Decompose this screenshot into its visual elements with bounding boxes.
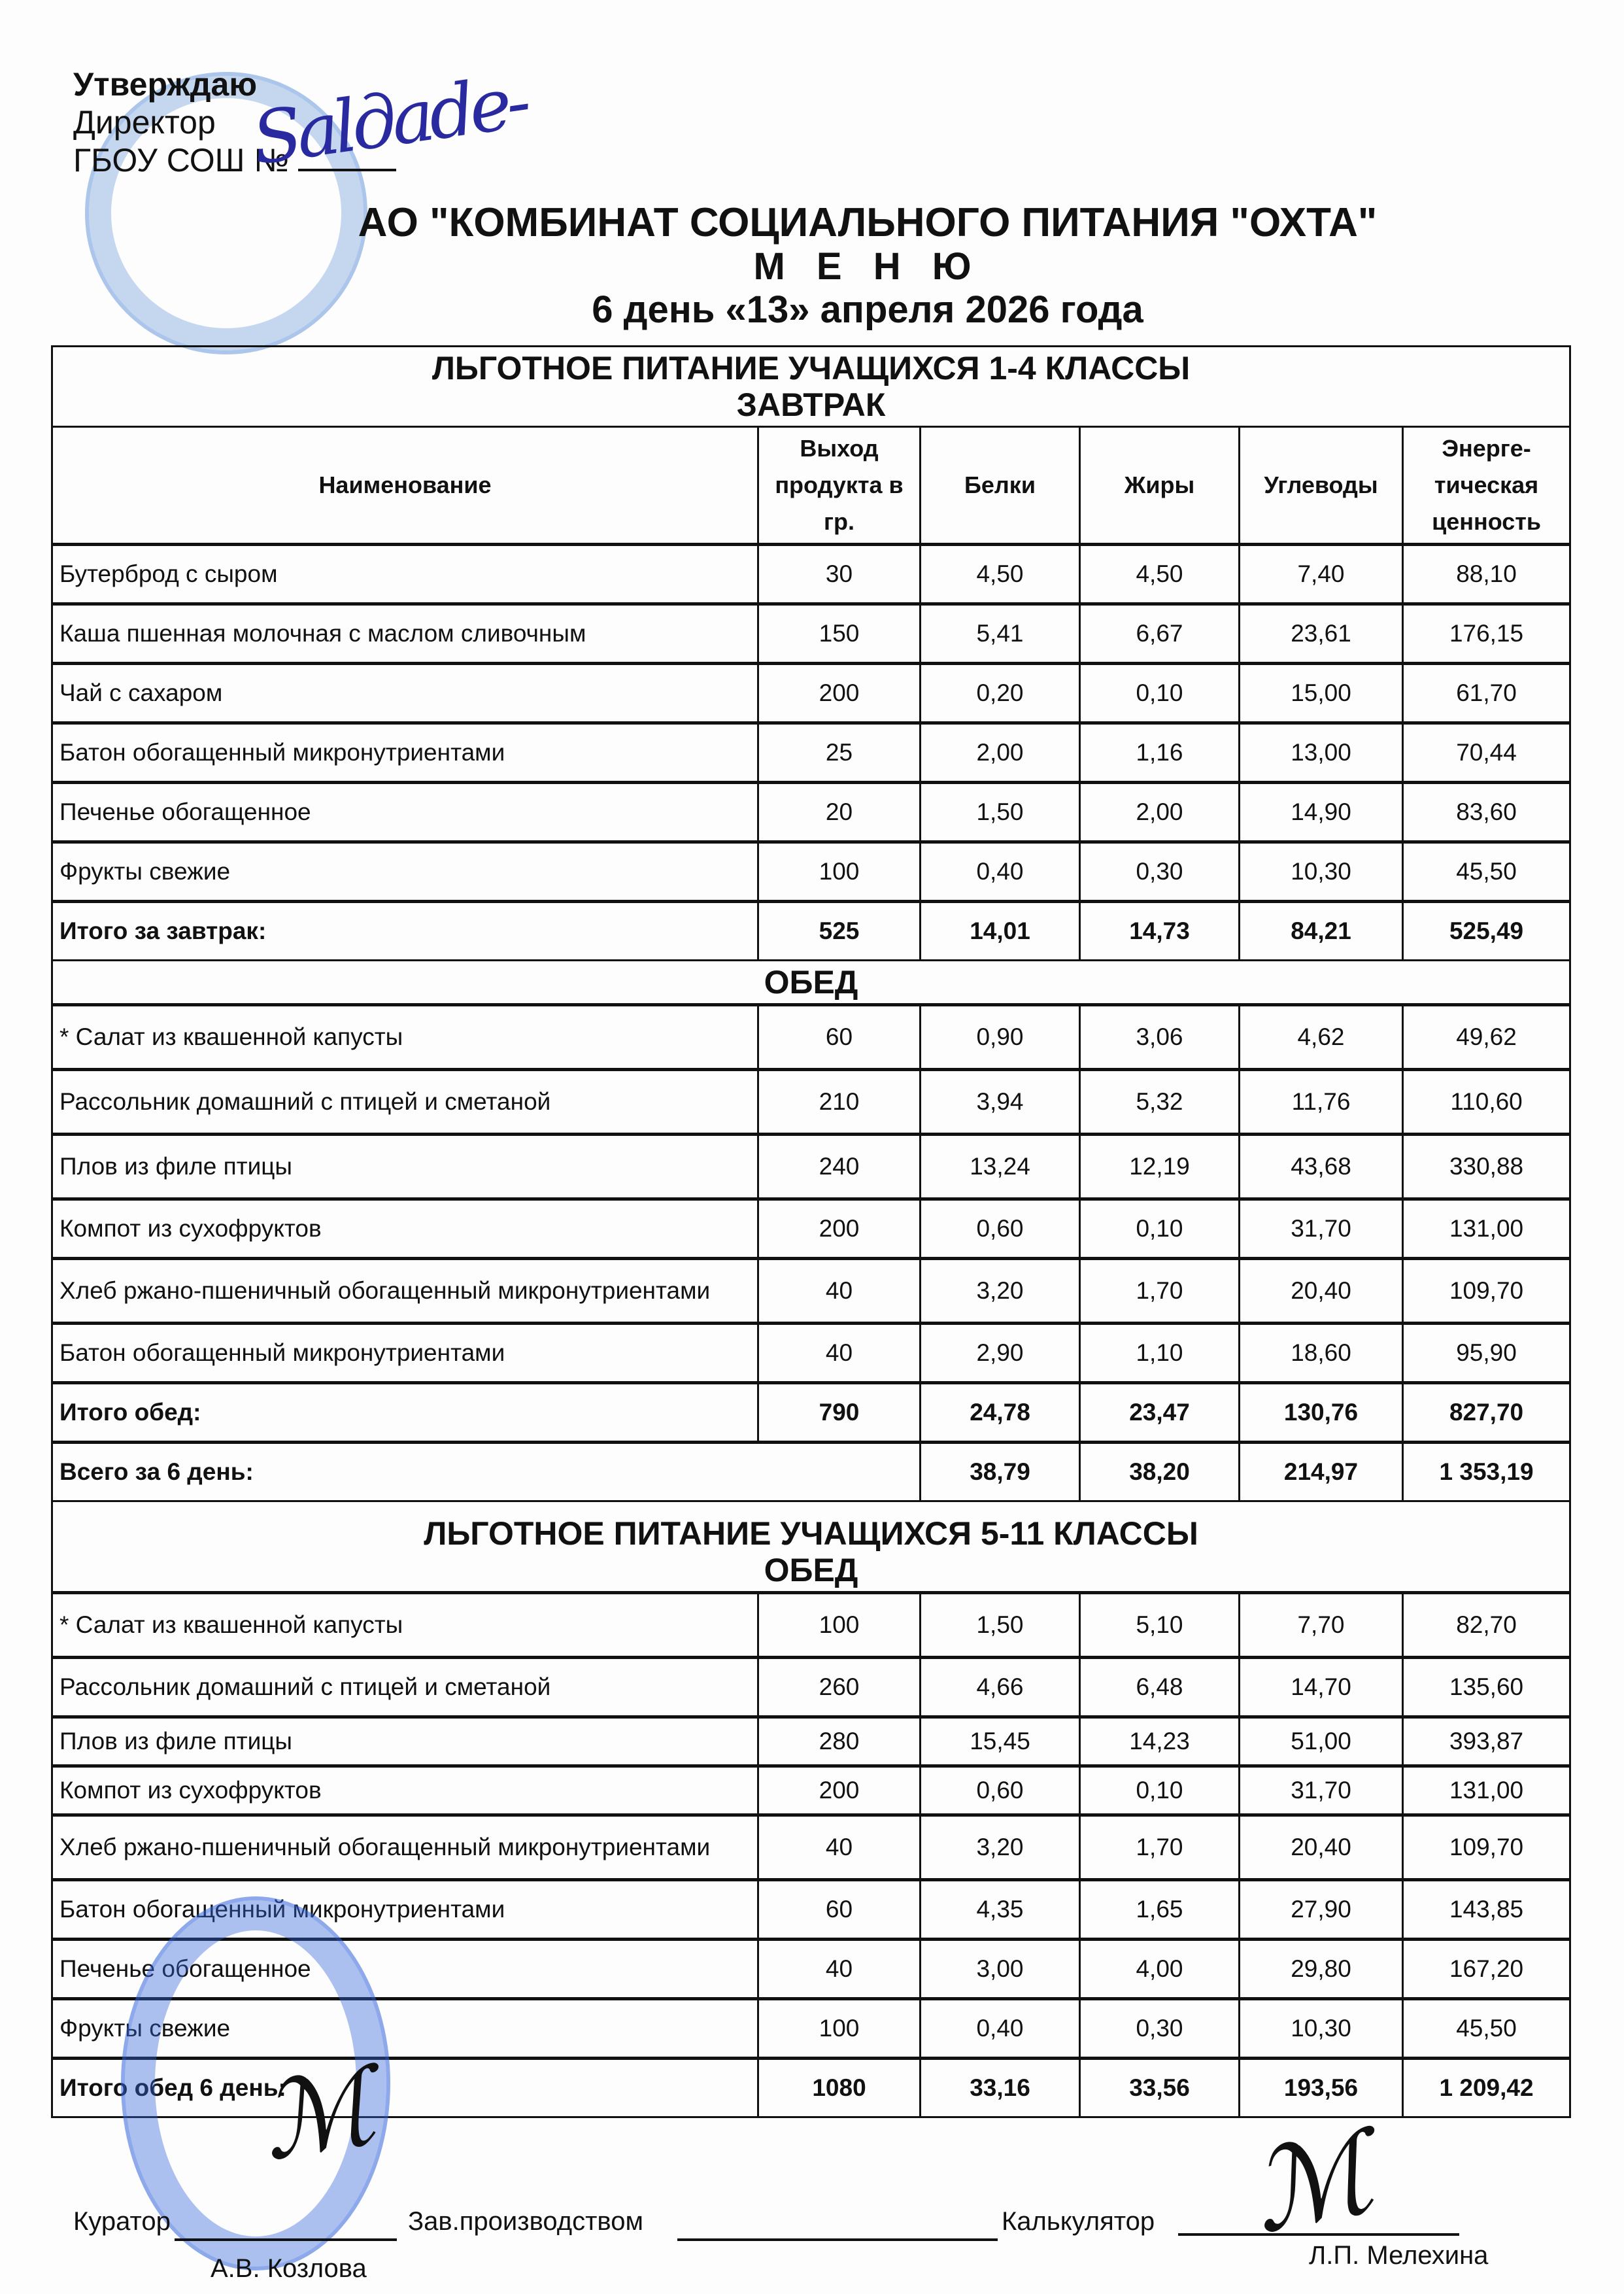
dish-name: Хлеб ржано-пшеничный обогащенный микронутриентами [52, 1815, 758, 1880]
dish-output: 260 [758, 1658, 921, 1717]
dish-output: 200 [758, 664, 921, 723]
col-protein: Белки [921, 427, 1080, 545]
dish-protein: 0,60 [921, 1766, 1080, 1815]
production-label: Зав.производством [408, 2207, 643, 2236]
total-output: 790 [758, 1383, 921, 1443]
dish-fat: 6,67 [1080, 604, 1240, 664]
table-row [52, 1593, 1570, 1658]
dish-name: Фрукты свежие [52, 1999, 758, 2059]
dish-name: Компот из сухофруктов [52, 1199, 758, 1259]
dish-output: 60 [758, 1880, 921, 1940]
dish-carbs: 27,90 [1240, 1880, 1403, 1940]
total-carbs: 193,56 [1240, 2059, 1403, 2117]
breakfast-total-row [52, 902, 1570, 961]
dish-name: Плов из филе птицы [52, 1717, 758, 1766]
dish-energy: 393,87 [1403, 1717, 1570, 1766]
dish-fat: 0,10 [1080, 1199, 1240, 1259]
dish-energy: 88,10 [1403, 545, 1570, 604]
dish-fat: 5,10 [1080, 1593, 1240, 1658]
dish-name: Рассольник домашний с птицей и сметаной [52, 1070, 758, 1135]
meal-title-lunch: ОБЕД [764, 1552, 858, 1588]
dish-fat: 0,30 [1080, 842, 1240, 902]
dish-name: Чай с сахаром [52, 664, 758, 723]
dish-output: 40 [758, 1815, 921, 1880]
organization-title: АО "КОМБИНАТ СОЦИАЛЬНОГО ПИТАНИЯ "ОХТА" [358, 200, 1378, 245]
dish-output: 40 [758, 1259, 921, 1324]
col-fat: Жиры [1080, 427, 1240, 545]
dish-fat: 1,10 [1080, 1324, 1240, 1383]
dish-energy: 131,00 [1403, 1199, 1570, 1259]
col-name: Наименование [52, 427, 758, 545]
curator-signature-line [175, 2212, 397, 2241]
total-output: 1080 [758, 2059, 921, 2117]
day-total-fat: 38,20 [1080, 1443, 1240, 1501]
dish-output: 40 [758, 1324, 921, 1383]
column-headers [52, 427, 1570, 545]
table-row [52, 842, 1570, 902]
section-header-grades-1-4 [52, 347, 1570, 427]
meal-title-lunch: ОБЕД [52, 961, 1570, 1005]
dish-fat: 4,50 [1080, 545, 1240, 604]
dish-output: 200 [758, 1199, 921, 1259]
menu-table [51, 345, 1571, 2118]
day-total-label: Всего за 6 день: [52, 1443, 921, 1501]
dish-protein: 13,24 [921, 1135, 1080, 1199]
meal-title-breakfast: ЗАВТРАК [736, 386, 886, 423]
dish-name: Рассольник домашний с птицей и сметаной [52, 1658, 758, 1717]
total-fat: 14,73 [1080, 902, 1240, 961]
dish-name: Хлеб ржано-пшеничный обогащенный микронутриентами [52, 1259, 758, 1324]
dish-carbs: 14,90 [1240, 783, 1403, 842]
total-fat: 23,47 [1080, 1383, 1240, 1443]
dish-carbs: 43,68 [1240, 1135, 1403, 1199]
dish-carbs: 51,00 [1240, 1717, 1403, 1766]
dish-carbs: 4,62 [1240, 1005, 1403, 1070]
dish-protein: 4,50 [921, 545, 1080, 604]
dish-energy: 70,44 [1403, 723, 1570, 783]
dish-name: Батон обогащенный микронутриентами [52, 723, 758, 783]
table-row [52, 723, 1570, 783]
table-row [52, 1717, 1570, 1766]
dish-fat: 6,48 [1080, 1658, 1240, 1717]
dish-fat: 1,65 [1080, 1880, 1240, 1940]
dish-fat: 1,70 [1080, 1259, 1240, 1324]
dish-output: 210 [758, 1070, 921, 1135]
total-label: Итого за завтрак: [52, 902, 758, 961]
dish-energy: 95,90 [1403, 1324, 1570, 1383]
dish-energy: 330,88 [1403, 1135, 1570, 1199]
dish-protein: 2,90 [921, 1324, 1080, 1383]
dish-fat: 5,32 [1080, 1070, 1240, 1135]
dish-carbs: 10,30 [1240, 842, 1403, 902]
dish-output: 40 [758, 1940, 921, 1999]
calculator-name: Л.П. Мелехина [1309, 2241, 1489, 2270]
col-carbs: Углеводы [1240, 427, 1403, 545]
dish-protein: 2,00 [921, 723, 1080, 783]
section-header-grades-5-11 [52, 1501, 1570, 1593]
date-line: 6 день «13» апреля 2026 года [592, 288, 1143, 331]
dish-carbs: 13,00 [1240, 723, 1403, 783]
dish-protein: 4,35 [921, 1880, 1080, 1940]
lunch-total-row [52, 1383, 1570, 1443]
table-row [52, 1070, 1570, 1135]
dish-energy: 143,85 [1403, 1880, 1570, 1940]
dish-energy: 176,15 [1403, 604, 1570, 664]
dish-protein: 0,60 [921, 1199, 1080, 1259]
table-row [52, 1199, 1570, 1259]
dish-energy: 167,20 [1403, 1940, 1570, 1999]
dish-protein: 0,40 [921, 1999, 1080, 2059]
day-total-row [52, 1443, 1570, 1501]
table-row [52, 664, 1570, 723]
table-row [52, 1766, 1570, 1815]
col-energy: Энерге-тическая ценность [1403, 427, 1570, 545]
dish-carbs: 10,30 [1240, 1999, 1403, 2059]
dish-output: 200 [758, 1766, 921, 1815]
day-total-carbs: 214,97 [1240, 1443, 1403, 1501]
dish-carbs: 20,40 [1240, 1815, 1403, 1880]
total-label: Итого обед 6 день: [52, 2059, 758, 2117]
dish-name: Плов из филе птицы [52, 1135, 758, 1199]
dish-energy: 83,60 [1403, 783, 1570, 842]
dish-output: 280 [758, 1717, 921, 1766]
total-energy: 827,70 [1403, 1383, 1570, 1443]
total-protein: 24,78 [921, 1383, 1080, 1443]
dish-fat: 12,19 [1080, 1135, 1240, 1199]
table-row [52, 1005, 1570, 1070]
dish-carbs: 7,40 [1240, 545, 1403, 604]
table-row [52, 1259, 1570, 1324]
dish-fat: 4,00 [1080, 1940, 1240, 1999]
dish-output: 100 [758, 1999, 921, 2059]
dish-energy: 45,50 [1403, 1999, 1570, 2059]
calculator-signature: ℳ [1240, 2108, 1383, 2259]
dish-name: * Салат из квашенной капусты [52, 1593, 758, 1658]
day-total-energy: 1 353,19 [1403, 1443, 1570, 1501]
calculator-label: Калькулятор [1002, 2207, 1155, 2236]
total-carbs: 130,76 [1240, 1383, 1403, 1443]
dish-protein: 0,90 [921, 1005, 1080, 1070]
dish-name: Бутерброд с сыром [52, 545, 758, 604]
dish-carbs: 20,40 [1240, 1259, 1403, 1324]
approval-position: Директор [73, 104, 216, 141]
col-output: Выход продукта в гр. [758, 427, 921, 545]
dish-name: Фрукты свежие [52, 842, 758, 902]
dish-output: 240 [758, 1135, 921, 1199]
day-total-protein: 38,79 [921, 1443, 1080, 1501]
table-row [52, 783, 1570, 842]
dish-name: Компот из сухофруктов [52, 1766, 758, 1815]
curator-name: А.В. Козлова [211, 2254, 367, 2283]
section-title: ЛЬГОТНОЕ ПИТАНИЕ УЧАЩИХСЯ 1-4 КЛАССЫ [431, 350, 1191, 386]
dish-fat: 1,70 [1080, 1815, 1240, 1880]
dish-carbs: 15,00 [1240, 664, 1403, 723]
dish-fat: 14,23 [1080, 1717, 1240, 1766]
dish-name: Печенье обогащенное [52, 1940, 758, 1999]
table-row [52, 1135, 1570, 1199]
total-label: Итого обед: [52, 1383, 758, 1443]
dish-fat: 0,10 [1080, 1766, 1240, 1815]
dish-fat: 1,16 [1080, 723, 1240, 783]
production-signature-line [677, 2212, 998, 2241]
dish-name: Батон обогащенный микронутриентами [52, 1324, 758, 1383]
dish-energy: 49,62 [1403, 1005, 1570, 1070]
dish-protein: 3,00 [921, 1940, 1080, 1999]
dish-fat: 0,10 [1080, 664, 1240, 723]
section-title: ЛЬГОТНОЕ ПИТАНИЕ УЧАЩИХСЯ 5-11 КЛАССЫ [424, 1515, 1198, 1552]
dish-fat: 2,00 [1080, 783, 1240, 842]
dish-output: 100 [758, 842, 921, 902]
dish-output: 20 [758, 783, 921, 842]
total-fat: 33,56 [1080, 2059, 1240, 2117]
dish-energy: 82,70 [1403, 1593, 1570, 1658]
dish-output: 60 [758, 1005, 921, 1070]
dish-output: 150 [758, 604, 921, 664]
table-row [52, 545, 1570, 604]
dish-energy: 109,70 [1403, 1259, 1570, 1324]
director-signature: Ѕаlдаde- [247, 60, 531, 181]
dish-protein: 3,94 [921, 1070, 1080, 1135]
dish-carbs: 11,76 [1240, 1070, 1403, 1135]
total-protein: 14,01 [921, 902, 1080, 961]
approval-school-label: ГБОУ СОШ № [73, 142, 290, 179]
total-output: 525 [758, 902, 921, 961]
dish-carbs: 31,70 [1240, 1199, 1403, 1259]
dish-protein: 4,66 [921, 1658, 1080, 1717]
dish-fat: 0,30 [1080, 1999, 1240, 2059]
curator-signature: ℳ [252, 2044, 384, 2185]
total-energy: 1 209,42 [1403, 2059, 1570, 2117]
dish-energy: 45,50 [1403, 842, 1570, 902]
dish-protein: 3,20 [921, 1259, 1080, 1324]
menu-title: М Е Н Ю [753, 245, 982, 288]
dish-protein: 5,41 [921, 604, 1080, 664]
dish-output: 30 [758, 545, 921, 604]
dish-energy: 110,60 [1403, 1070, 1570, 1135]
dish-protein: 3,20 [921, 1815, 1080, 1880]
dish-protein: 1,50 [921, 783, 1080, 842]
dish-name: Каша пшенная молочная с маслом сливочным [52, 604, 758, 664]
table-row [52, 604, 1570, 664]
dish-protein: 0,40 [921, 842, 1080, 902]
dish-energy: 131,00 [1403, 1766, 1570, 1815]
dish-fat: 3,06 [1080, 1005, 1240, 1070]
approval-title: Утверждаю [73, 66, 258, 103]
total-energy: 525,49 [1403, 902, 1570, 961]
dish-carbs: 14,70 [1240, 1658, 1403, 1717]
calculator-signature-line [1178, 2207, 1459, 2236]
dish-protein: 1,50 [921, 1593, 1080, 1658]
table-row [52, 1658, 1570, 1717]
dish-output: 100 [758, 1593, 921, 1658]
dish-protein: 0,20 [921, 664, 1080, 723]
total-protein: 33,16 [921, 2059, 1080, 2117]
meal-header-lunch [52, 961, 1570, 1005]
table-row [52, 1324, 1570, 1383]
dish-name: * Салат из квашенной капусты [52, 1005, 758, 1070]
table-row [52, 1815, 1570, 1880]
dish-name: Печенье обогащенное [52, 783, 758, 842]
dish-energy: 135,60 [1403, 1658, 1570, 1717]
dish-carbs: 23,61 [1240, 604, 1403, 664]
dish-protein: 15,45 [921, 1717, 1080, 1766]
dish-carbs: 18,60 [1240, 1324, 1403, 1383]
dish-energy: 61,70 [1403, 664, 1570, 723]
dish-output: 25 [758, 723, 921, 783]
dish-energy: 109,70 [1403, 1815, 1570, 1880]
dish-name: Батон обогащенный микронутриентами [52, 1880, 758, 1940]
dish-carbs: 29,80 [1240, 1940, 1403, 1999]
total-carbs: 84,21 [1240, 902, 1403, 961]
curator-label: Куратор [73, 2207, 171, 2236]
document-header [0, 199, 1624, 333]
dish-carbs: 7,70 [1240, 1593, 1403, 1658]
dish-carbs: 31,70 [1240, 1766, 1403, 1815]
